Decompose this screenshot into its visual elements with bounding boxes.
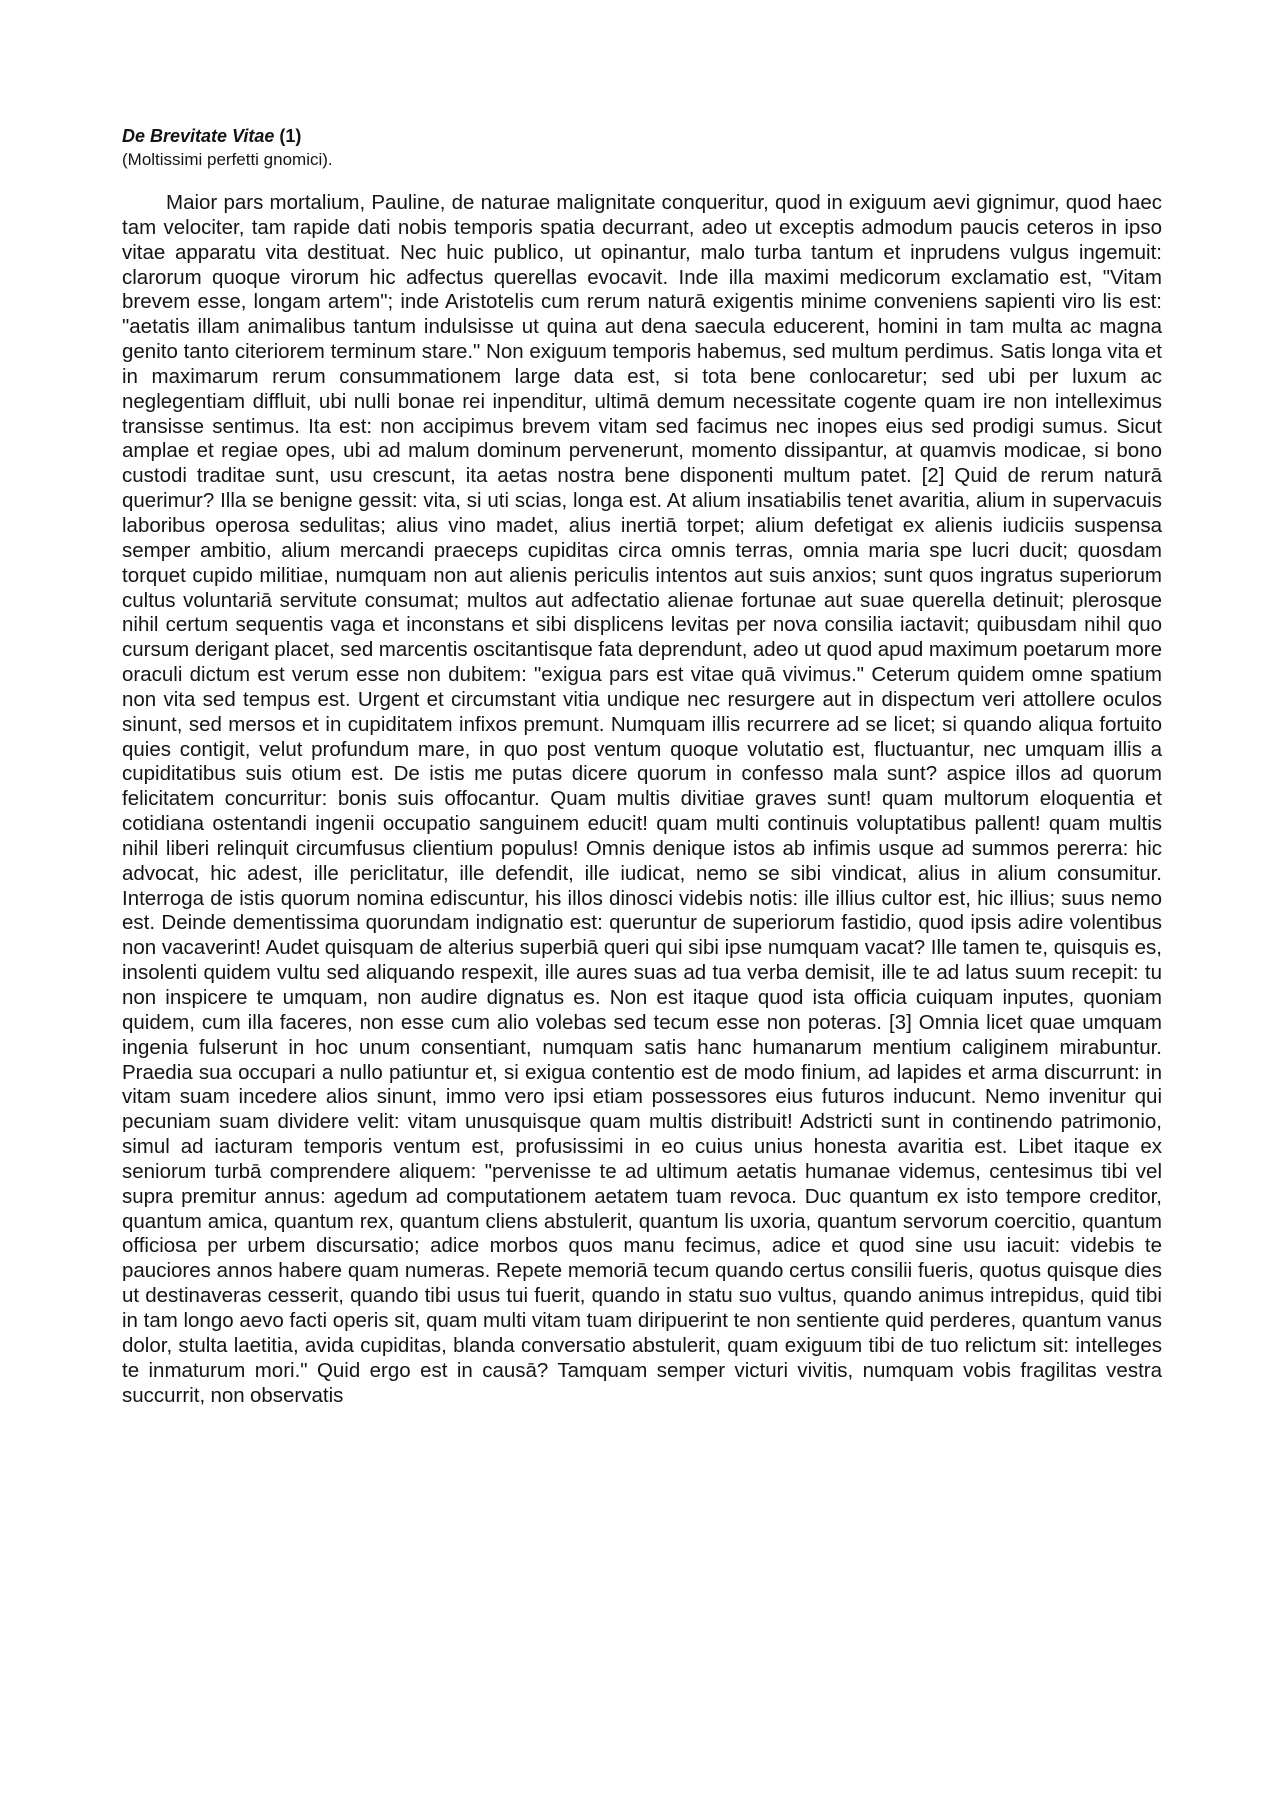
document-page — [122, 124, 1162, 1408]
title-italic-text: De Brevitate Vitae — [122, 126, 275, 146]
title-number: (1) — [274, 126, 302, 146]
document-subtitle: (Moltissimi perfetti gnomici). — [122, 150, 333, 169]
body-paragraph: Maior pars mortalium, Pauline, de naturae malignitate conqueritur, quod in exiguum aevi gignimur, quod haec tam velociter, tam rapide dati nobis temporis spatia decurrant, adeo ut exceptis admodum paucis ceteros in ipso vitae apparatu vita destituat. Nec huic publico, ut opinantur, malo turba tantum et inprudens vulgus ingemuit: clarorum quoque virorum hic adfectus querellas evocavit. Inde illa maximi medicorum exclamatio est, "Vitam brevem esse, longam artem"; inde Aristotelis cum rerum naturā exigentis minime conveniens sapienti viro lis est: "aetatis illam animalibus tantum indulsisse ut quina aut dena saecula educerent, homini in tam multa ac magna genito tanto citeriorem terminum stare." Non exiguum temporis habemus, sed multum perdimus. Satis longa vita et in maximarum rerum consummationem large data est, si tota bene conlocaretur; sed ubi per luxum ac neglegentiam diffluit, ubi nulli bonae rei inpenditur, ultimā demum necessitate cogente quam ire non intelleximus transisse sentimus. Ita est: non accipimus brevem vitam sed facimus nec inopes eius sed prodigi sumus. Sicut amplae et regiae opes, ubi ad malum dominum pervenerunt, momento dissipantur, at quamvis modicae, si bono custodi traditae sunt, usu crescunt, ita aetas nostra bene disponenti multum patet. [2] Quid de rerum naturā querimur? Illa se benigne gessit: vita, si uti scias, longa est. At alium insatiabilis tenet avaritia, alium in supervacuis laboribus operosa sedulitas; alius vino madet, alius inertiā torpet; alium defetigat ex alienis iudiciis suspensa semper ambitio, alium mercandi praeceps cupiditas circa omnis terras, omnia maria spe lucri ducit; quosdam torquet cupido militiae, numquam non aut alienis periculis intentos aut suis anxios; sunt quos ingratus superiorum cultus voluntariā servitute consumat; multos aut adfectatio alienae fortunae aut suae querella detinuit; plerosque nihil certum sequentis vaga et inconstans et sibi displicens levitas per nova consilia iactavit; quibusdam nihil quo cursum derigant placet, sed marcentis oscitantisque fata deprendunt, adeo ut quod apud maximum poetarum more oraculi dictum est verum esse non dubitem: "exigua pars est vitae quā vivimus." Ceterum quidem omne spatium non vita sed tempus est. Urgent et circumstant vitia undique nec resurgere aut in dispectum veri attollere oculos sinunt, sed mersos et in cupiditatem infixos premunt. Numquam illis recurrere ad se licet; si quando aliqua fortuito quies contigit, velut profundum mare, in quo post ventum quoque volutatio est, fluctuantur, nec umquam illis a cupiditatibus suis otium est. De istis me putas dicere quorum in confesso mala sunt? aspice illos ad quorum felicitatem concurritur: bonis suis offocantur. Quam multis divitiae graves sunt! quam multorum eloquentia et cotidiana ostentandi ingenii occupatio sanguinem educit! quam multi continuis voluptatibus pallent! quam multis nihil liberi relinquit circumfusus clientium populus! Omnis denique istos ab infimis usque ad summos pererra: hic advocat, hic adest, ille periclitatur, ille defendit, ille iudicat, nemo se sibi vindicat, alius in alium consumitur. Interroga de istis quorum nomina ediscuntur, his illos dinosci videbis notis: ille illius cultor est, hic illius; suus nemo est. Deinde dementissima quorundam indignatio est: queruntur de superiorum fastidio, quod ipsis adire volentibus non vacaverint! Audet quisquam de alterius superbiā queri qui sibi ipse numquam vacat? Ille tamen te, quisquis es, insolenti quidem vultu sed aliquando respexit, ille aures suas ad tua verba demisit, ille te ad latus suum recepit: tu non inspicere te umquam, non audire dignatus es. Non est itaque quod ista officia cuiquam inputes, quoniam quidem, cum illa faceres, non esse cum alio volebas sed tecum esse non poteras. [3] Omnia licet quae umquam ingenia fulserunt in hoc unum consentiant, numquam satis hanc humanarum mentium caliginem mirabuntur. Praedia sua occupari a nullo patiuntur et, si exigua contentio est de modo finium, ad lapides et arma discurrunt: in vitam suam incedere alios sinunt, immo vero ipsi etiam possessores eius futuros inducunt. Nemo invenitur qui pecuniam suam dividere velit: vitam unusquisque quam multis distribuit! Adstricti sunt in continendo patrimonio, simul ad iacturam temporis ventum est, profusissimi in eo cuius unius honesta avaritia est. Libet itaque ex seniorum turbā comprendere aliquem: "pervenisse te ad ultimum aetatis humanae videmus, centesimus tibi vel supra premitur annus: agedum ad computationem aetatem tuam revoca. Duc quantum ex isto tempore creditor, quantum amica, quantum rex, quantum cliens abstulerit, quantum lis uxoria, quantum servorum coercitio, quantum officiosa per urbem discursatio; adice morbos quos manu fecimus, adice et quod sine usu iacuit: videbis te pauciores annos habere quam numeras. Repete memoriā tecum quando certus consilii fueris, quotus quisque dies ut destinaveras cesserit, quando tibi usus tui fuerit, quando in statu suo vultus, quando animus intrepidus, quid tibi in tam longo aevo facti operis sit, quam multi vitam tuam diripuerint te non sentiente quid perderes, quantum vanus dolor, stulta laetitia, avida cupiditas, blanda conversatio abstulerit, quam exiguum tibi de tuo relictum sit: intelleges te inmaturum mori." Quid ergo est in causā? Tamquam semper victuri vivitis, numquam vobis fragilitas vestra succurrit, non observatis — [122, 191, 1162, 1407]
document-title — [122, 124, 1162, 148]
